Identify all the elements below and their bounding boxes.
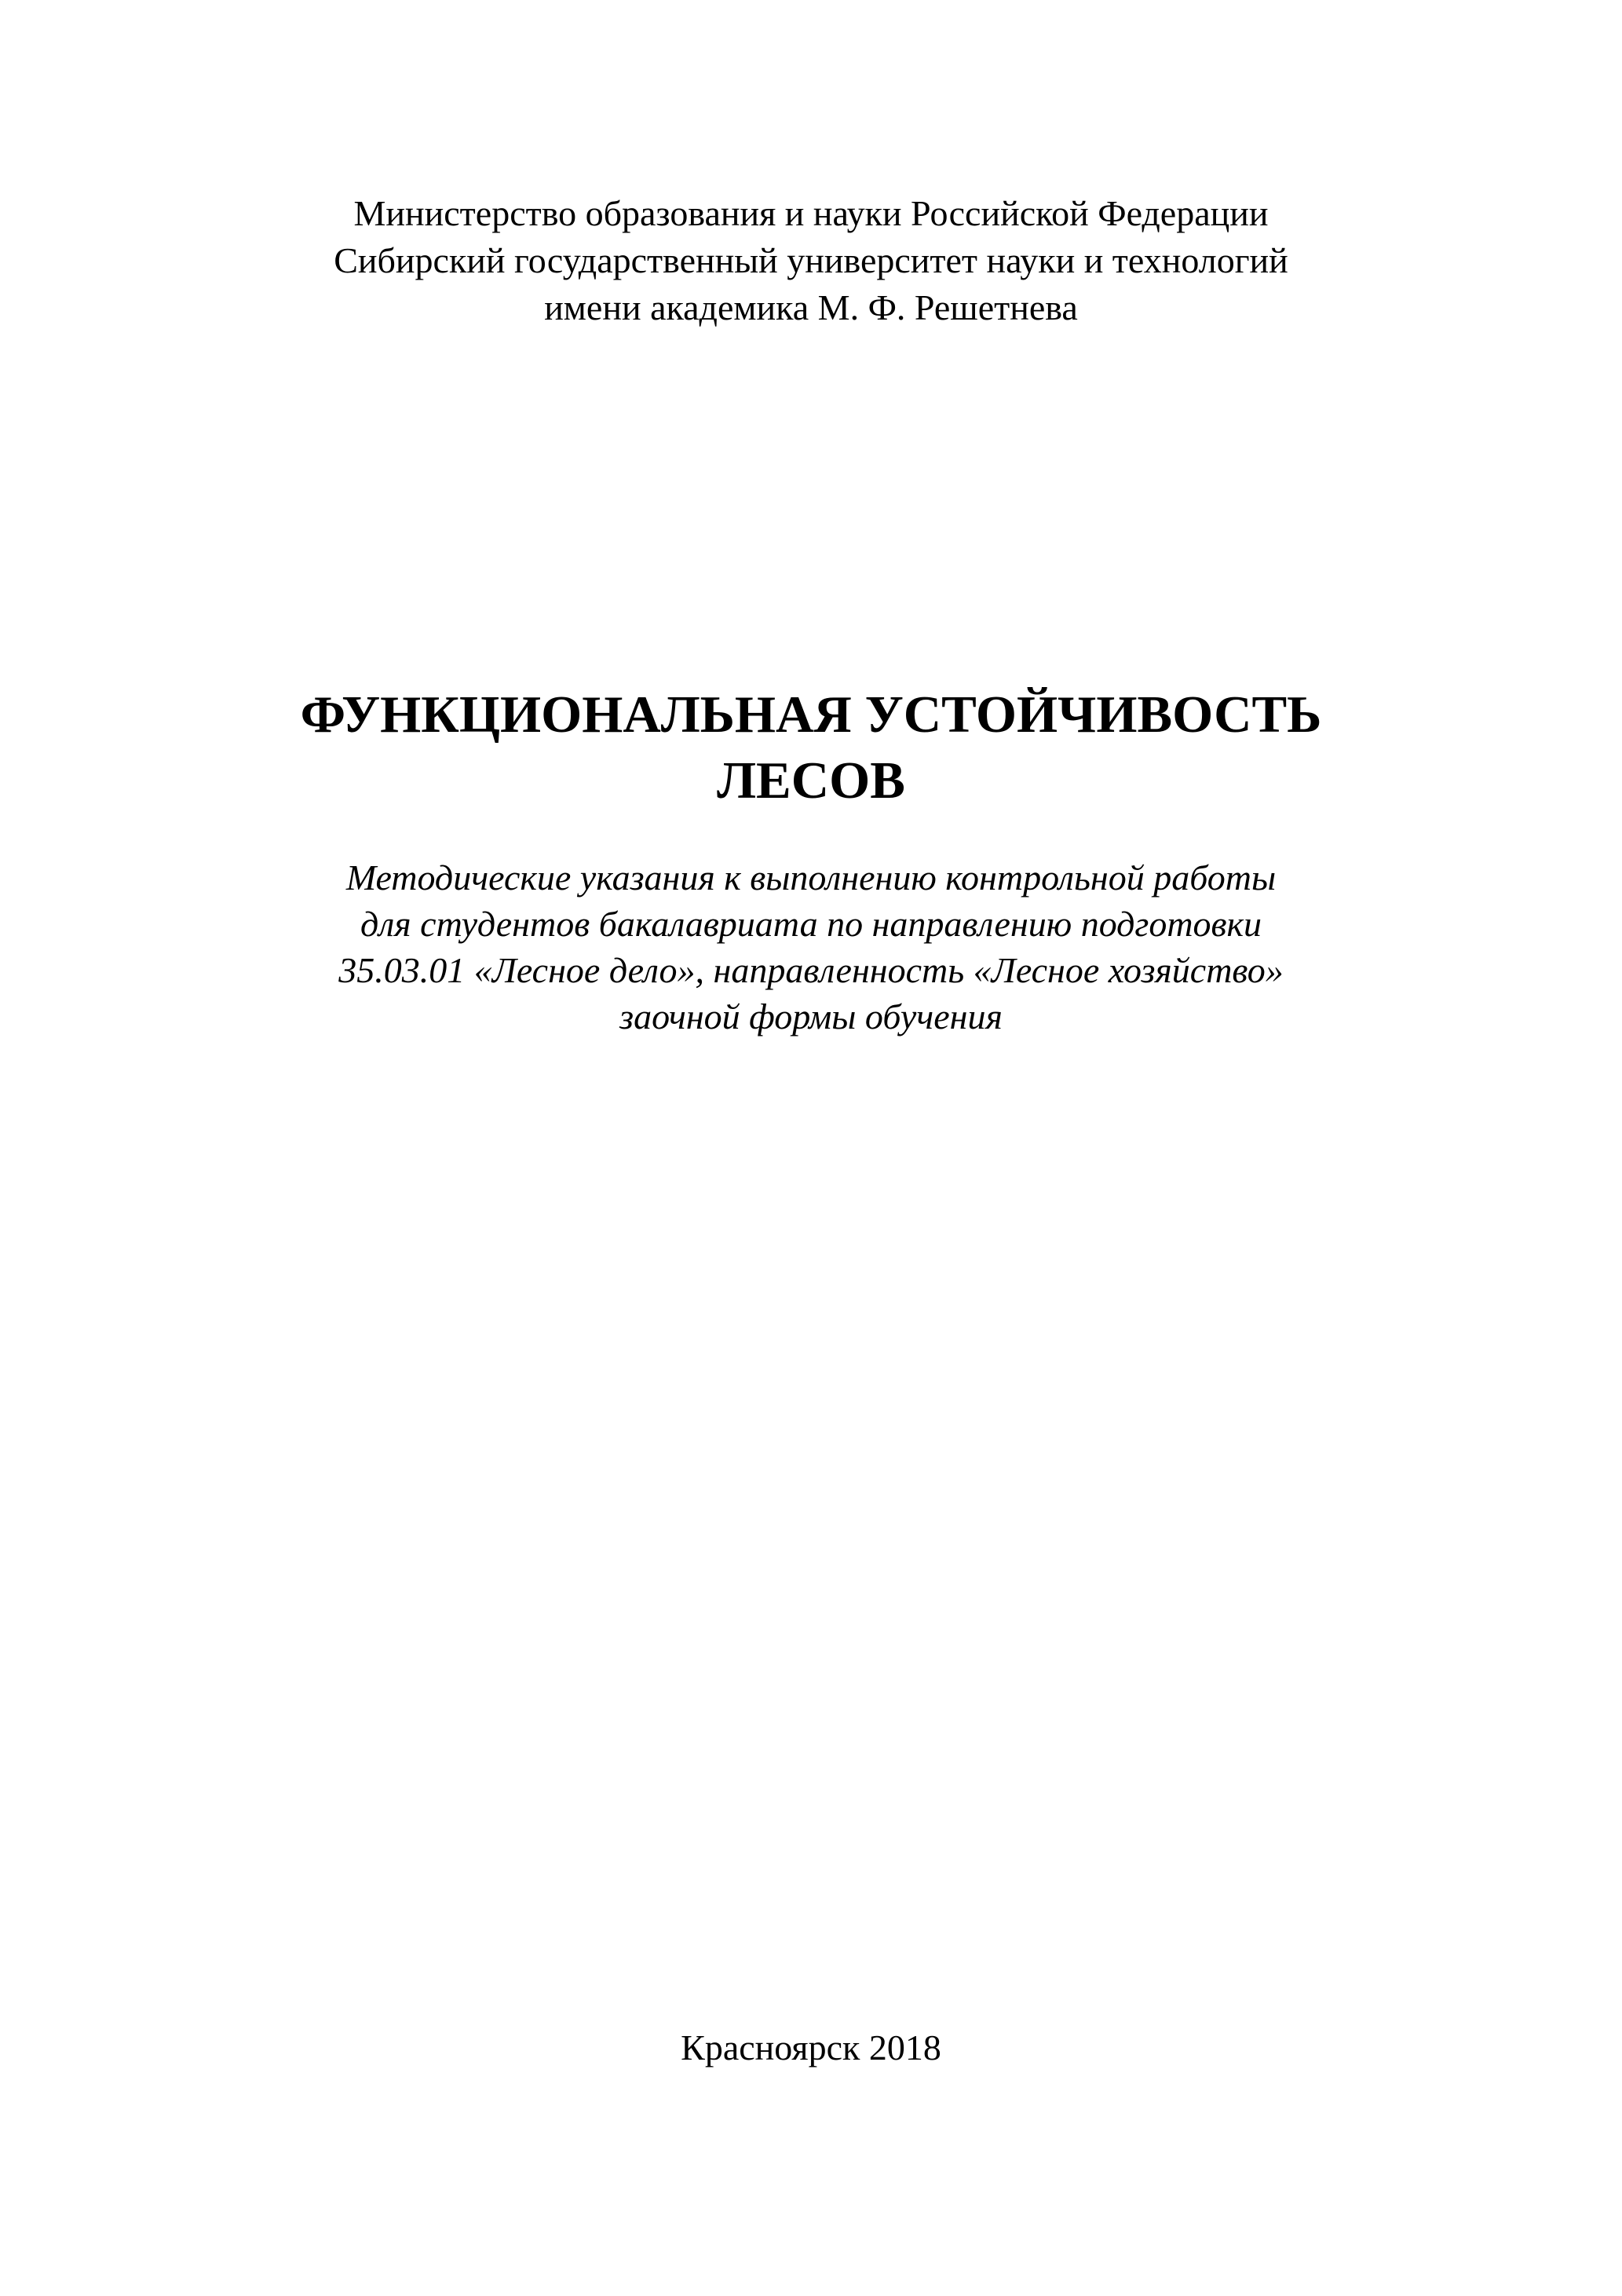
- subtitle-line-2: для студентов бакалавриата по направлению подготовки: [360, 904, 1262, 944]
- subtitle-line-4: заочной формы обучения: [619, 996, 1003, 1036]
- subtitle-line-1: Методические указания к выполнению контрольной работы: [345, 857, 1277, 898]
- university-line: Сибирский государственный университет науки и технологий: [334, 240, 1288, 280]
- city-year: Красноярск 2018: [681, 2027, 941, 2067]
- document-title: [0, 682, 1622, 813]
- title-line-2: ЛЕСОВ: [717, 751, 905, 810]
- title-line-1: ФУНКЦИОНАЛЬНАЯ УСТОЙЧИВОСТЬ: [300, 686, 1322, 744]
- ministry-line: Министерство образования и науки Российской Федерации: [353, 193, 1269, 233]
- institution-header: [0, 190, 1622, 331]
- document-subtitle: [0, 854, 1622, 1040]
- subtitle-line-3: 35.03.01 «Лесное дело», направленность «Лесное хозяйство»: [338, 950, 1284, 990]
- university-name-line: имени академика М. Ф. Решетнева: [544, 287, 1078, 327]
